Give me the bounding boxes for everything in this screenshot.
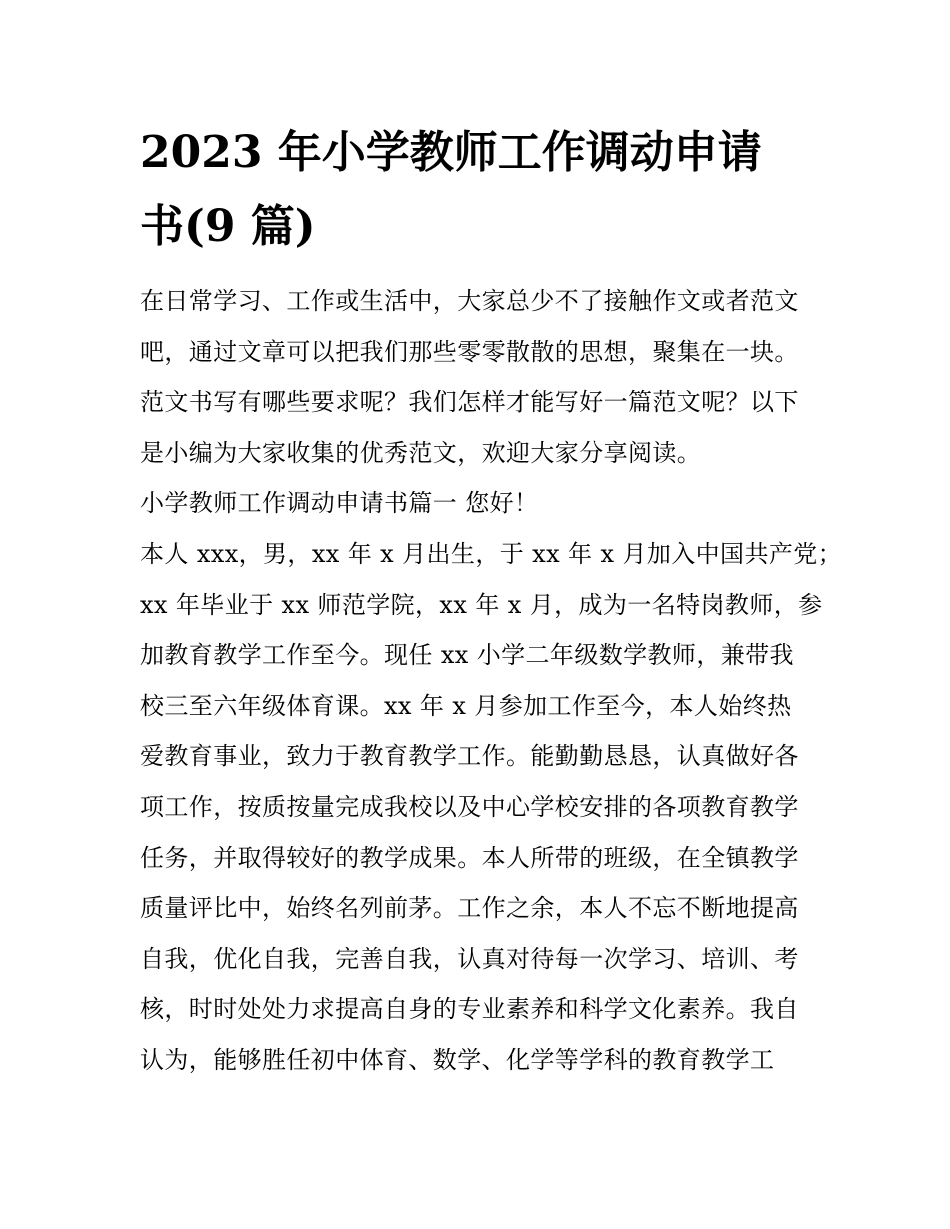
body-line: 核，时时处处力求提高自身的专业素养和科学文化素养。我自 [140, 995, 799, 1024]
document-body [140, 276, 843, 1086]
body-line: 吧，通过文章可以把我们那些零零散散的思想，聚集在一块。 [140, 337, 799, 366]
body-line: 在日常学习、工作或生活中，大家总少不了接触作文或者范文 [140, 287, 799, 315]
body-line: 爱教育事业，致力于教育教学工作。能勤勤恳恳，认真做好各 [140, 742, 799, 771]
body-line: 加教育教学工作至今。现任 xx 小学二年级数学教师，兼带我 [140, 641, 794, 670]
body-line: 范文书写有哪些要求呢？我们怎样才能写好一篇范文呢？以下 [140, 388, 799, 417]
document-title [140, 116, 820, 264]
body-line: xx 年毕业于 xx 师范学院，xx 年 x 月，成为一名特岗教师，参 [140, 590, 823, 619]
body-line: 任务，并取得较好的教学成果。本人所带的班级，在全镇教学 [140, 843, 799, 872]
body-line: 本人 xxx，男，xx 年 x 月出生，于 xx 年 x 月加入中国共产党； [140, 539, 843, 568]
body-line: 是小编为大家收集的优秀范文，欢迎大家分享阅读。 [140, 438, 702, 467]
title-line-2: 书(9 篇) [140, 201, 316, 252]
body-line: 校三至六年级体育课。xx 年 x 月参加工作至今，本人始终热 [140, 691, 792, 720]
title-line-1: 2023 年小学教师工作调动申请 [140, 127, 762, 178]
section-heading-line: 小学教师工作调动申请书篇一 您好！ [140, 489, 539, 518]
body-line: 项工作，按质按量完成我校以及中心学校安排的各项教育教学 [140, 792, 799, 821]
body-line: 自我，优化自我，完善自我，认真对待每一次学习、培训、考 [140, 944, 799, 973]
body-line: 认为，能够胜任初中体育、数学、化学等学科的教育教学工 [140, 1045, 775, 1074]
body-line: 质量评比中，始终名列前茅。工作之余，本人不忘不断地提高 [140, 894, 799, 923]
